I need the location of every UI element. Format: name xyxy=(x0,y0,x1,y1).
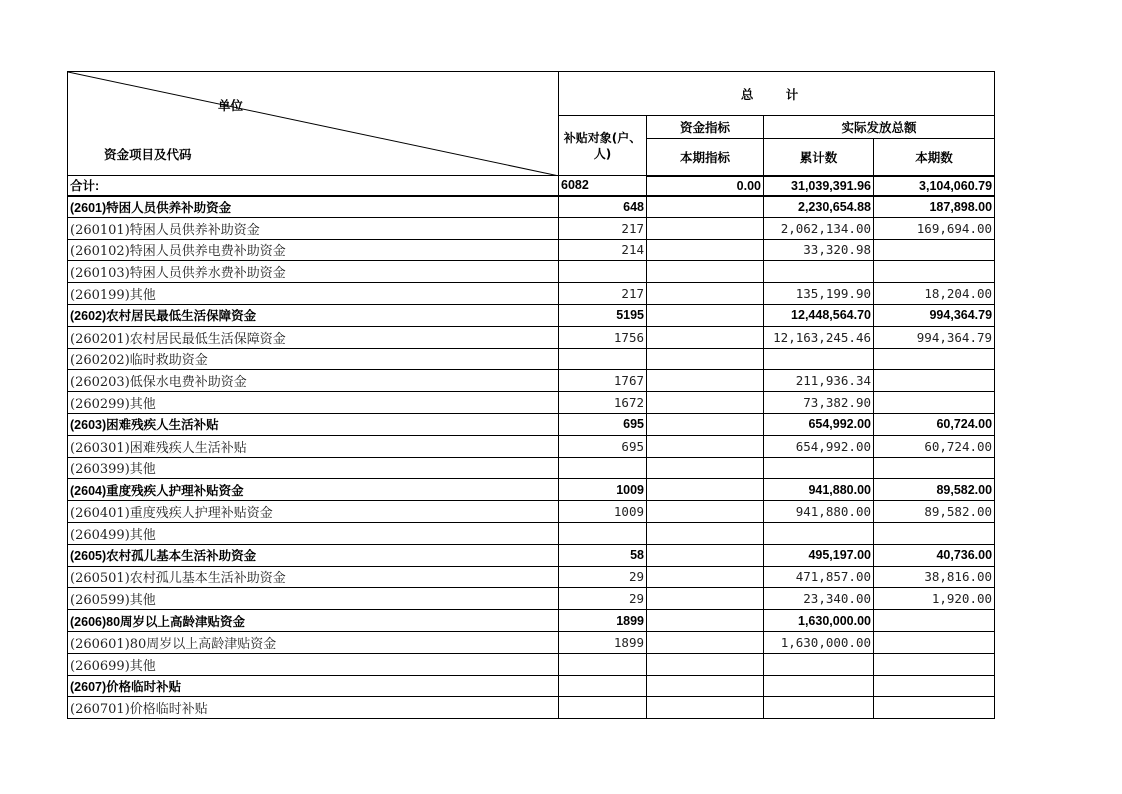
row-index xyxy=(647,610,764,632)
row-target: 29 xyxy=(559,588,647,610)
row-target: 5195 xyxy=(559,304,647,326)
row-index xyxy=(647,239,764,261)
row-target xyxy=(559,348,647,370)
row-current xyxy=(874,522,995,544)
row-target xyxy=(559,697,647,719)
item-row xyxy=(68,370,995,392)
row-name: (260401)重度残疾人护理补贴资金 xyxy=(68,501,559,523)
row-target: 1009 xyxy=(559,501,647,523)
total-cumulative: 31,039,391.96 xyxy=(764,176,874,196)
category-row xyxy=(68,544,995,566)
row-target: 1672 xyxy=(559,392,647,414)
row-name: (260202)临时救助资金 xyxy=(68,348,559,370)
row-name: (260399)其他 xyxy=(68,457,559,479)
item-row xyxy=(68,522,995,544)
row-current xyxy=(874,348,995,370)
row-name: (260301)困难残疾人生活补贴 xyxy=(68,435,559,457)
row-cumulative: 495,197.00 xyxy=(764,544,874,566)
total-current: 3,104,060.79 xyxy=(874,176,995,196)
row-cumulative: 12,163,245.46 xyxy=(764,326,874,348)
row-name: (2601)特困人员供养补助资金 xyxy=(68,196,559,218)
row-current: 38,816.00 xyxy=(874,566,995,588)
row-name: (260102)特困人员供养电费补助资金 xyxy=(68,239,559,261)
row-target: 648 xyxy=(559,196,647,218)
cumulative-header: 累计数 xyxy=(764,139,874,176)
row-current xyxy=(874,697,995,719)
category-row xyxy=(68,675,995,697)
row-cumulative: 135,199.90 xyxy=(764,283,874,305)
row-current: 40,736.00 xyxy=(874,544,995,566)
row-name: (2607)价格临时补贴 xyxy=(68,675,559,697)
row-name: (260701)价格临时补贴 xyxy=(68,697,559,719)
row-index xyxy=(647,675,764,697)
row-target: 1767 xyxy=(559,370,647,392)
item-row xyxy=(68,631,995,653)
item-row xyxy=(68,435,995,457)
row-target xyxy=(559,522,647,544)
row-target: 1756 xyxy=(559,326,647,348)
row-cumulative: 654,992.00 xyxy=(764,435,874,457)
row-cumulative: 73,382.90 xyxy=(764,392,874,414)
row-index xyxy=(647,479,764,501)
row-cumulative xyxy=(764,697,874,719)
row-name: (2605)农村孤儿基本生活补助资金 xyxy=(68,544,559,566)
row-cumulative: 2,230,654.88 xyxy=(764,196,874,218)
row-index xyxy=(647,588,764,610)
current-index-header: 本期指标 xyxy=(647,139,764,176)
row-current xyxy=(874,392,995,414)
row-cumulative: 12,448,564.70 xyxy=(764,304,874,326)
row-current: 1,920.00 xyxy=(874,588,995,610)
row-cumulative: 2,062,134.00 xyxy=(764,217,874,239)
row-index xyxy=(647,566,764,588)
row-index xyxy=(647,653,764,675)
item-row xyxy=(68,653,995,675)
row-name: (260101)特困人员供养补助资金 xyxy=(68,217,559,239)
row-name: (260299)其他 xyxy=(68,392,559,414)
fund-index-header: 资金指标 xyxy=(647,116,764,139)
row-cumulative: 941,880.00 xyxy=(764,501,874,523)
row-current xyxy=(874,653,995,675)
category-row xyxy=(68,196,995,218)
row-current xyxy=(874,631,995,653)
row-current: 994,364.79 xyxy=(874,304,995,326)
item-row xyxy=(68,697,995,719)
row-name: (260203)低保水电费补助资金 xyxy=(68,370,559,392)
total-header: 总 计 xyxy=(559,72,995,116)
row-cumulative: 1,630,000.00 xyxy=(764,631,874,653)
total-index: 0.00 xyxy=(647,176,764,196)
total-row xyxy=(68,176,995,196)
row-current: 60,724.00 xyxy=(874,413,995,435)
current-amount-header: 本期数 xyxy=(874,139,995,176)
item-row xyxy=(68,348,995,370)
row-name: (2604)重度残疾人护理补贴资金 xyxy=(68,479,559,501)
row-index xyxy=(647,457,764,479)
item-row xyxy=(68,501,995,523)
row-current: 169,694.00 xyxy=(874,217,995,239)
row-target: 1009 xyxy=(559,479,647,501)
subsidy-target-header: 补贴对象(户、人) xyxy=(559,116,647,176)
row-index xyxy=(647,631,764,653)
row-index xyxy=(647,392,764,414)
row-index xyxy=(647,697,764,719)
item-row xyxy=(68,283,995,305)
row-current: 89,582.00 xyxy=(874,501,995,523)
row-cumulative: 211,936.34 xyxy=(764,370,874,392)
diagonal-header-cell xyxy=(68,72,559,176)
row-index xyxy=(647,196,764,218)
row-target xyxy=(559,653,647,675)
row-current xyxy=(874,457,995,479)
row-index xyxy=(647,217,764,239)
row-index xyxy=(647,370,764,392)
row-name: (260699)其他 xyxy=(68,653,559,675)
row-index xyxy=(647,304,764,326)
row-index xyxy=(647,544,764,566)
row-target: 1899 xyxy=(559,631,647,653)
category-row xyxy=(68,479,995,501)
row-index xyxy=(647,435,764,457)
row-target: 29 xyxy=(559,566,647,588)
row-cumulative xyxy=(764,675,874,697)
row-target: 695 xyxy=(559,435,647,457)
total-name: 合计: xyxy=(68,176,559,196)
row-cumulative: 471,857.00 xyxy=(764,566,874,588)
row-cumulative: 23,340.00 xyxy=(764,588,874,610)
row-current: 994,364.79 xyxy=(874,326,995,348)
row-name: (2603)困难残疾人生活补贴 xyxy=(68,413,559,435)
row-current xyxy=(874,370,995,392)
row-index xyxy=(647,283,764,305)
row-cumulative xyxy=(764,348,874,370)
row-cumulative: 654,992.00 xyxy=(764,413,874,435)
row-name: (2602)农村居民最低生活保障资金 xyxy=(68,304,559,326)
row-target: 58 xyxy=(559,544,647,566)
row-current: 89,582.00 xyxy=(874,479,995,501)
category-row xyxy=(68,610,995,632)
total-target: 6082 xyxy=(559,176,647,196)
row-current xyxy=(874,261,995,283)
item-row xyxy=(68,239,995,261)
item-row xyxy=(68,457,995,479)
row-name: (260201)农村居民最低生活保障资金 xyxy=(68,326,559,348)
row-name: (260499)其他 xyxy=(68,522,559,544)
row-current xyxy=(874,239,995,261)
item-row xyxy=(68,566,995,588)
row-name: (260199)其他 xyxy=(68,283,559,305)
item-row xyxy=(68,326,995,348)
row-index xyxy=(647,501,764,523)
row-current: 60,724.00 xyxy=(874,435,995,457)
item-label: 资金项目及代码 xyxy=(104,147,192,162)
item-row xyxy=(68,261,995,283)
row-name: (260601)80周岁以上高龄津贴资金 xyxy=(68,631,559,653)
item-row xyxy=(68,588,995,610)
row-current: 187,898.00 xyxy=(874,196,995,218)
row-cumulative: 1,630,000.00 xyxy=(764,610,874,632)
row-cumulative xyxy=(764,653,874,675)
unit-label: 单位 xyxy=(218,98,244,113)
row-index xyxy=(647,413,764,435)
category-row xyxy=(68,304,995,326)
item-row xyxy=(68,217,995,239)
row-name: (260599)其他 xyxy=(68,588,559,610)
row-target xyxy=(559,457,647,479)
row-index xyxy=(647,348,764,370)
row-index xyxy=(647,261,764,283)
row-target: 217 xyxy=(559,217,647,239)
subsidy-report-table xyxy=(67,71,995,719)
row-cumulative xyxy=(764,457,874,479)
row-target: 1899 xyxy=(559,610,647,632)
row-cumulative xyxy=(764,522,874,544)
row-target xyxy=(559,261,647,283)
row-cumulative: 941,880.00 xyxy=(764,479,874,501)
row-name: (2606)80周岁以上高龄津贴资金 xyxy=(68,610,559,632)
row-index xyxy=(647,522,764,544)
row-index xyxy=(647,326,764,348)
row-target: 695 xyxy=(559,413,647,435)
row-name: (260103)特困人员供养水费补助资金 xyxy=(68,261,559,283)
row-current xyxy=(874,675,995,697)
item-row xyxy=(68,392,995,414)
row-current: 18,204.00 xyxy=(874,283,995,305)
actual-total-header: 实际发放总额 xyxy=(764,116,995,139)
row-target: 214 xyxy=(559,239,647,261)
category-row xyxy=(68,413,995,435)
row-current xyxy=(874,610,995,632)
row-target: 217 xyxy=(559,283,647,305)
row-target xyxy=(559,675,647,697)
row-cumulative xyxy=(764,261,874,283)
row-name: (260501)农村孤儿基本生活补助资金 xyxy=(68,566,559,588)
row-cumulative: 33,320.98 xyxy=(764,239,874,261)
